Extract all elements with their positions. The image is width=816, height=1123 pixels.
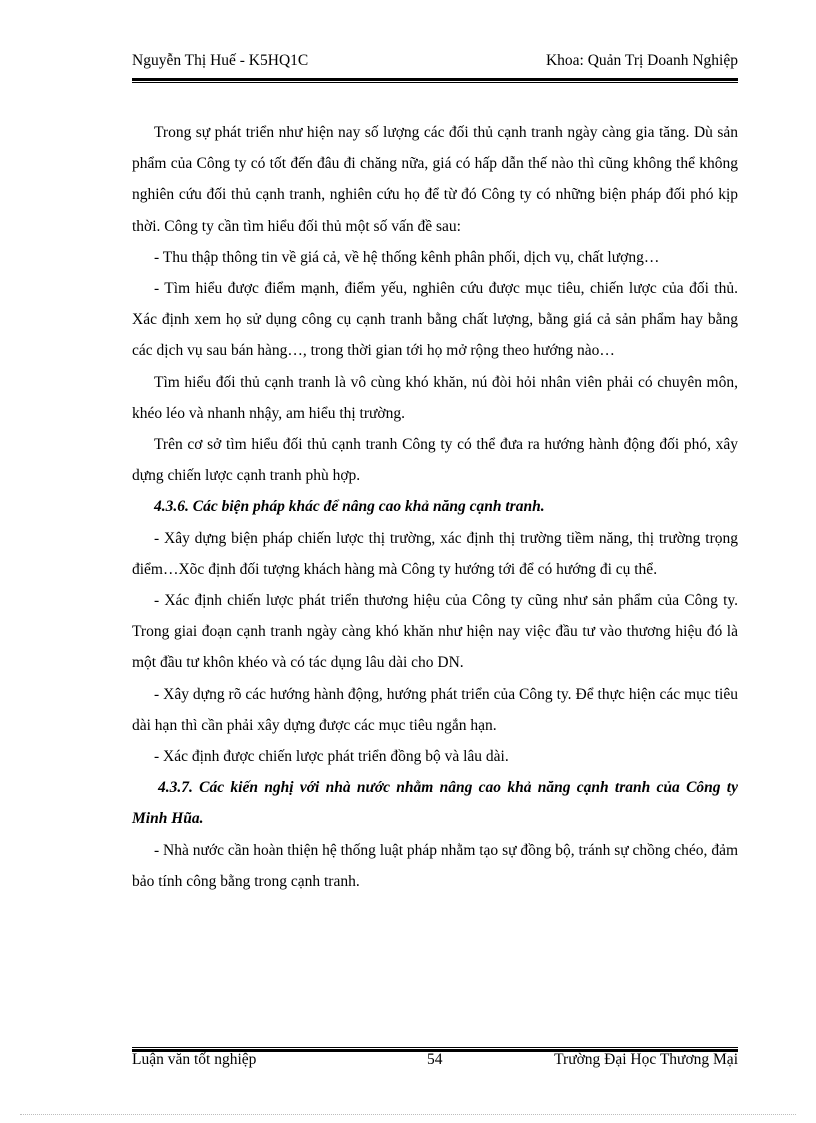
footer-university: Trường Đại Học Thương Mại	[554, 1051, 738, 1068]
page-footer	[132, 1051, 738, 1075]
section-heading: 4.3.7. Các kiến nghị với nhà nước nhằm nâng cao khả năng cạnh tranh của Công ty Minh Hũa.	[132, 779, 738, 828]
page-header	[132, 52, 738, 78]
paragraph: - Tìm hiểu được điểm mạnh, điểm yếu, nghiên cứu được mục tiêu, chiến lược của đối thủ. Xác định xem họ sử dụng công cụ cạnh tranh bằng chất lượng, bằng giá cả sản phẩm hay bằng các dịch vụ sau bán hàng…, trong thời gian tới họ mở rộng theo hướng nào…	[132, 280, 738, 360]
paragraph: - Xác định được chiến lược phát triển đồng bộ và lâu dài.	[154, 748, 509, 766]
paragraph: Tìm hiểu đối thủ cạnh tranh là vô cùng khó khăn, nú đòi hỏi nhân viên phải có chuyên môn, khéo léo và nhanh nhậy, am hiểu thị trường.	[132, 373, 738, 422]
page-number: 54	[427, 1051, 443, 1068]
document-body	[132, 117, 738, 897]
paragraph: Trong sự phát triển như hiện nay số lượng các đối thủ cạnh tranh ngày càng gia tăng. Dù sản phẩm của Công ty có tốt đến đâu đi chăng nữa, giá có hấp dẫn thế nào thì cũng không thể không nghiên cứu đối thủ cạnh tranh, nghiên cứu họ để từ đó Công ty có những biện pháp đối phó kịp thời. Công ty cần tìm hiểu đối thủ một số vấn đề sau:	[132, 124, 738, 235]
footer-thesis-label: Luận văn tốt nghiệp	[132, 1051, 257, 1068]
paragraph: - Xây dựng rõ các hướng hành động, hướng phát triển của Công ty. Để thực hiện các mục tiêu dài hạn thì cần phải xây dựng được các mục tiêu ngắn hạn.	[132, 685, 738, 734]
paragraph: - Xây dựng biện pháp chiến lược thị trường, xác định thị trường tiềm năng, thị trường trọng điểm…Xõc định đối tượng khách hàng mà Công ty hướng tới để có hướng đi cụ thể.	[132, 529, 738, 578]
paragraph: - Nhà nước cần hoàn thiện hệ thống luật pháp nhằm tạo sự đồng bộ, tránh sự chồng chéo, đảm bảo tính công bằng trong cạnh tranh.	[132, 841, 738, 890]
header-author: Nguyễn Thị Huế - K5HQ1C	[132, 52, 309, 69]
paragraph: - Xác định chiến lược phát triển thương hiệu của Công ty cũng như sản phẩm của Công ty. Trong giai đoạn cạnh tranh ngày càng khó khăn như hiện nay việc đầu tư vào thương hiệu đó là một đầu tư khôn khéo và có tác dụng lâu dài cho DN.	[132, 592, 738, 672]
page-bottom-border	[20, 1114, 796, 1115]
header-faculty: Khoa: Quản Trị Doanh Nghiệp	[545, 52, 738, 69]
paragraph: Trên cơ sở tìm hiểu đối thủ cạnh tranh Công ty có thể đưa ra hướng hành động đối phó, xây dựng chiến lược cạnh tranh phù hợp.	[132, 436, 738, 485]
section-heading: 4.3.6. Các biện pháp khác để nâng cao khả năng cạnh tranh.	[154, 498, 545, 516]
header-divider	[132, 78, 738, 83]
paragraph: - Thu thập thông tin về giá cả, về hệ thống kênh phân phối, dịch vụ, chất lượng…	[154, 248, 660, 266]
